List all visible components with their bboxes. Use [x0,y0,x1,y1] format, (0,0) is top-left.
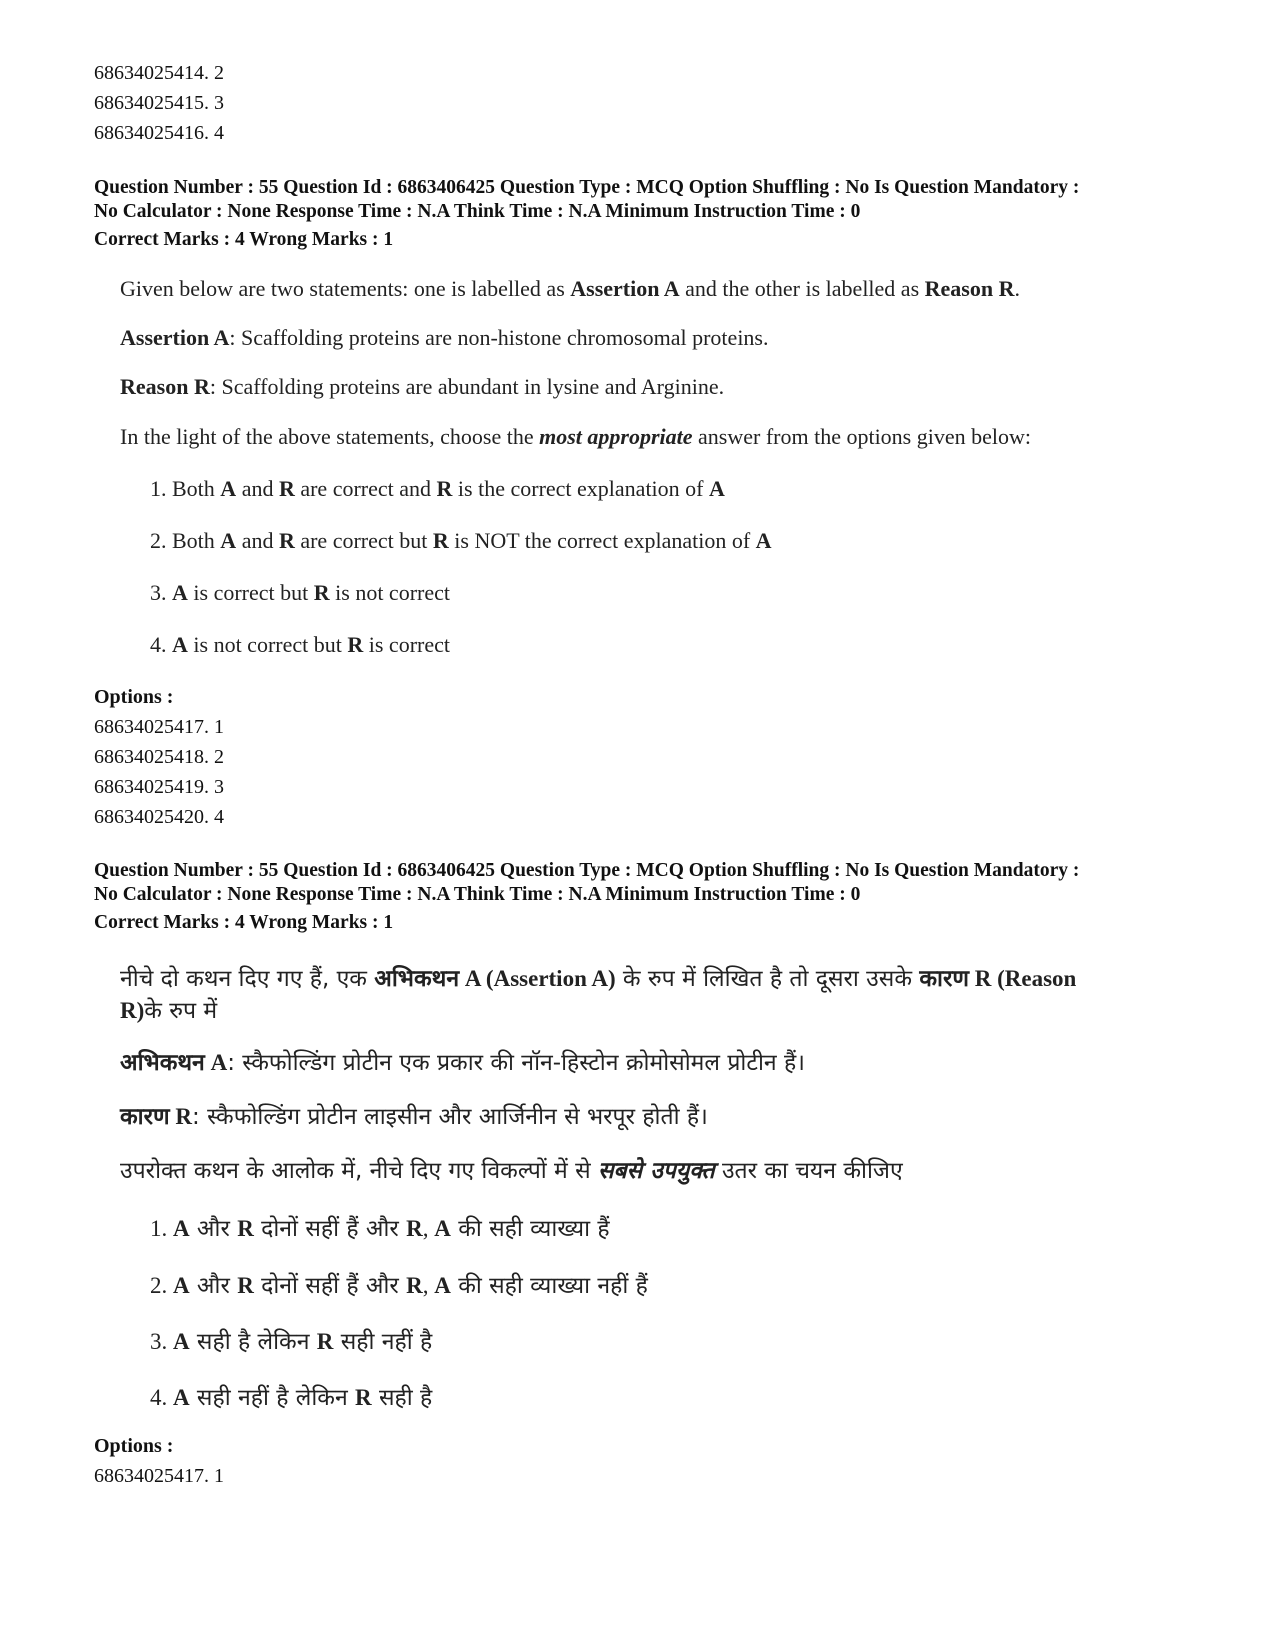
option-id: 68634025419. 3 [94,776,224,798]
option-id: 68634025420. 4 [94,806,224,828]
question-meta-hindi [94,859,1204,935]
options-heading: Options : [94,1435,174,1457]
assertion-statement: Assertion A: Scaffolding proteins are non-histone chromosomal proteins. [120,325,769,350]
marks-line: Correct Marks : 4 Wrong Marks : 1 [94,912,394,933]
answer-choice-1: 1. Both A and R are correct and R is the correct explanation of A [150,476,725,501]
question-meta-line: Question Number : 55 Question Id : 6863406425 Question Type : MCQ Option Shuffling : No Is Question Mandatory : [94,860,1080,881]
question-instruction: उपरोक्त कथन के आलोक में, नीचे दिए गए विकल्पों में से सबसे उपयुक्त उतर का चयन कीजिए [120,1158,903,1184]
question-intro: नीचे दो कथन दिए गए हैं, एक अभिकथन A (Assertion A) के रुप में लिखित है तो दूसरा उसके कारण R (Reason R)के रुप में [120,966,1077,1024]
options-heading: Options : [94,686,174,708]
option-id: 68634025417. 1 [94,1465,224,1487]
option-id: 68634025418. 2 [94,746,224,768]
reason-statement: कारण R: स्कैफोल्डिंग प्रोटीन लाइसीन और आर्जिनीन से भरपूर होती हैं। [120,1104,708,1130]
marks-line: Correct Marks : 4 Wrong Marks : 1 [94,229,394,250]
reason-statement: Reason R: Scaffolding proteins are abundant in lysine and Arginine. [120,374,725,399]
question-meta-english [94,176,1204,252]
answer-choice-2: 2. A और R दोनों सहीं हैं और R, A की सही व्याख्या नहीं हैं [150,1273,648,1299]
question-meta-line: No Calculator : None Response Time : N.A Think Time : N.A Minimum Instruction Time : 0 [94,201,861,222]
answer-choice-2: 2. Both A and R are correct but R is NOT the correct explanation of A [150,528,772,553]
answer-choice-1: 1. A और R दोनों सहीं हैं और R, A की सही व्याख्या हैं [150,1216,610,1242]
question-intro: Given below are two statements: one is labelled as Assertion A and the other is labelled as Reason R. [120,276,1020,301]
answer-choice-3: 3. A सही है लेकिन R सही नहीं है [150,1329,433,1355]
assertion-statement: अभिकथन A: स्कैफोल्डिंग प्रोटीन एक प्रकार की नॉन-हिस्टोन क्रोमोसोमल प्रोटीन हैं। [120,1050,805,1076]
options-list-hindi [94,1431,1204,1491]
option-id: 68634025417. 1 [94,716,224,738]
answer-choice-3: 3. A is correct but R is not correct [150,580,450,605]
option-id: 68634025415. 3 [94,92,224,114]
answer-choice-4: 4. A is not correct but R is correct [150,632,450,657]
option-id: 68634025414. 2 [94,62,224,84]
options-list-english [94,682,1204,832]
option-id: 68634025416. 4 [94,122,224,144]
question-meta-line: Question Number : 55 Question Id : 6863406425 Question Type : MCQ Option Shuffling : No Is Question Mandatory : [94,177,1080,198]
answer-choice-4: 4. A सही नहीं है लेकिन R सही है [150,1385,433,1411]
question-instruction: In the light of the above statements, choose the most appropriate answer from the options given below: [120,424,1032,449]
previous-options-list [94,58,1204,148]
question-meta-line: No Calculator : None Response Time : N.A Think Time : N.A Minimum Instruction Time : 0 [94,884,861,905]
